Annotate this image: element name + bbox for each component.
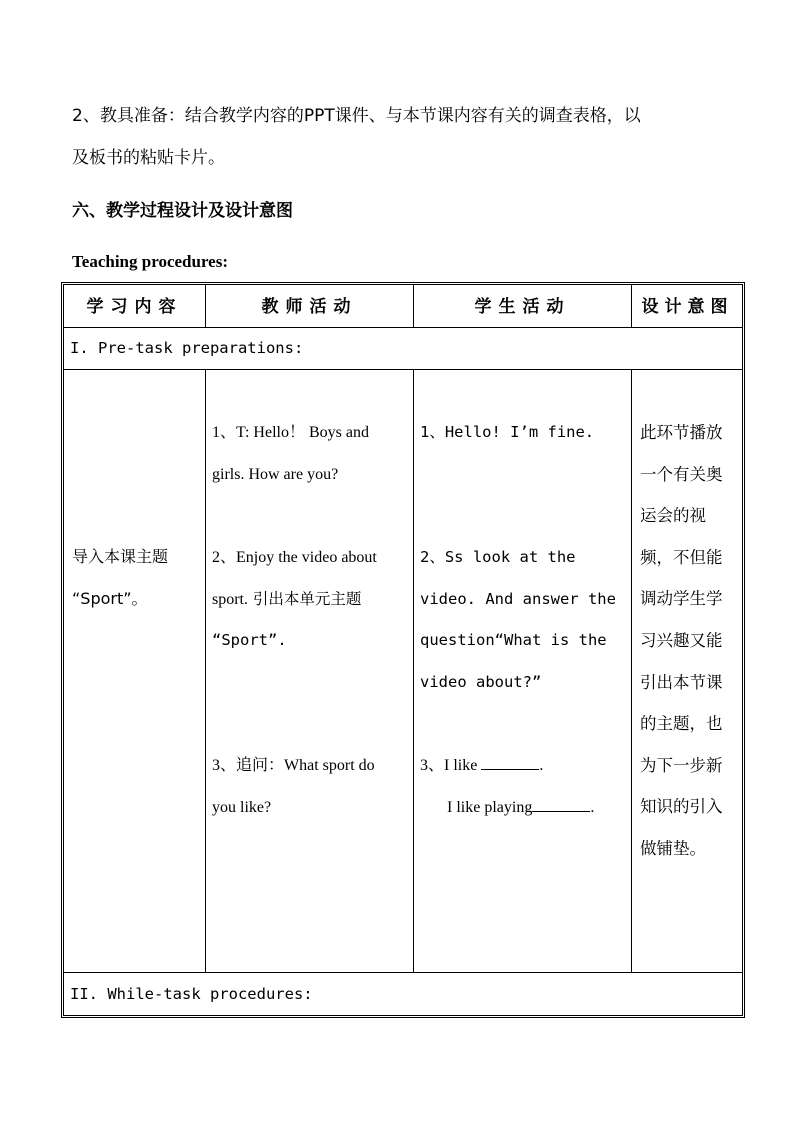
row-divider — [64, 327, 742, 328]
content-line-1: 导入本课主题 — [72, 547, 169, 566]
header-student: 学生活动 — [474, 297, 571, 317]
teacher-item-2-line-2-cn: 引出本单元主题 — [248, 589, 362, 608]
header-teacher: 教师活动 — [261, 297, 358, 317]
student-item-3-line-1: 3、I like — [420, 757, 482, 774]
student-item-1: 1、Hello! I’m fine. — [420, 423, 595, 441]
intent-line: 一个有关奥 — [640, 464, 723, 484]
prep-line-1: 2、教具准备：结合教学内容的PPT课件、与本节课内容有关的调查表格，以 — [72, 106, 641, 126]
student-item-2-line-3: question“What is the — [420, 631, 607, 650]
teacher-item-1 — [212, 412, 369, 495]
student-item-3-line-2: I like playing — [447, 798, 533, 816]
section-heading: 六、教学过程设计及设计意图 — [72, 201, 293, 221]
header-content: 学习内容 — [86, 297, 183, 317]
procedures-table — [63, 284, 743, 1016]
fill-blank — [481, 755, 539, 770]
teacher-item-2-line-2-en: sport. — [212, 590, 248, 608]
content-cell — [72, 536, 168, 619]
intent-line: 为下一步新 — [640, 755, 723, 775]
teacher-item-3-line-1: 3、追问：What sport do — [212, 757, 375, 774]
fill-blank — [532, 797, 590, 812]
col-divider — [631, 369, 632, 972]
student-item-3 — [420, 745, 594, 828]
row-divider — [64, 369, 742, 370]
period: . — [539, 757, 544, 774]
section1-title: I. Pre-task preparations: — [70, 339, 304, 357]
intent-line: 引出本节课 — [640, 672, 723, 692]
prep-line-2: 及板书的粘贴卡片。 — [72, 148, 225, 168]
intent-line: 调动学生学 — [640, 589, 723, 609]
teacher-item-1-line-2: girls. How are you? — [212, 465, 339, 483]
intent-line: 频，不但能 — [640, 547, 723, 567]
student-item-2-line-4: video about?” — [420, 672, 542, 691]
teacher-item-2 — [212, 537, 377, 662]
intent-line: 做铺垫。 — [640, 838, 706, 858]
student-item-2 — [420, 537, 616, 703]
content-line-2: “Sport”。 — [72, 588, 148, 608]
col-divider — [413, 369, 414, 972]
header-intent: 设计意图 — [641, 297, 734, 317]
row-divider — [64, 972, 742, 973]
teacher-item-1-line-1: 1、T: Hello！ Boys and — [212, 424, 369, 441]
intent-line: 的主题，也 — [640, 714, 723, 734]
intent-line: 知识的引入 — [640, 797, 723, 817]
intent-line: 习兴趣又能 — [640, 630, 723, 650]
teacher-item-3-line-2: you like? — [212, 798, 272, 816]
col-divider — [205, 369, 206, 972]
intent-line: 此环节播放 — [640, 423, 723, 442]
teacher-item-2-line-3: “Sport”. — [212, 631, 287, 650]
section2-title: II. While-task procedures: — [70, 985, 313, 1003]
student-item-2-line-2: video. And answer the — [420, 589, 616, 608]
teacher-item-3 — [212, 745, 375, 828]
procedures-title: Teaching procedures: — [72, 252, 229, 271]
intent-line: 运会的视 — [640, 506, 706, 526]
student-item-2-line-1: 2、Ss look at the — [420, 548, 576, 566]
period: . — [590, 798, 595, 816]
intent-cell — [640, 412, 723, 870]
teacher-item-2-line-1: 2、Enjoy the video about — [212, 549, 377, 566]
